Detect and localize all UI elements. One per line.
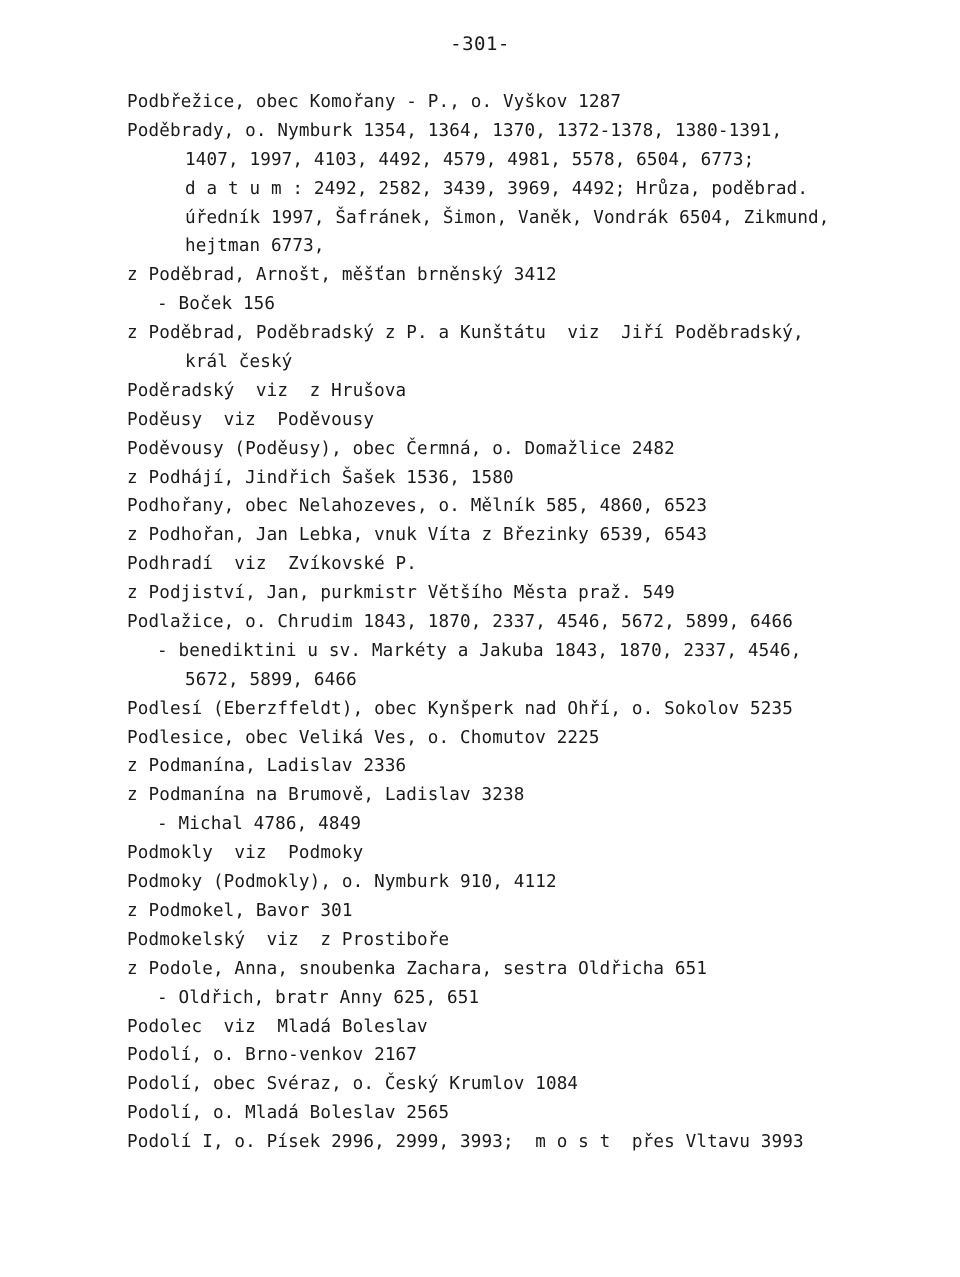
index-entry-continuation: 1407, 1997, 4103, 4492, 4579, 4981, 5578, 6504, 6773; — [185, 149, 755, 170]
page-number: -301- — [450, 33, 510, 55]
index-entry-continuation: - Oldřich, bratr Anny 625, 651 — [157, 987, 480, 1008]
index-entry: z Podmanína na Brumově, Ladislav 3238 — [127, 785, 525, 806]
index-entry: Podhořany, obec Nelahozeves, o. Mělník 585, 4860, 6523 — [127, 496, 708, 517]
index-entry: Podlažice, o. Chrudim 1843, 1870, 2337, 4546, 5672, 5899, 6466 — [127, 612, 794, 633]
index-entry: z Podhájí, Jindřich Šašek 1536, 1580 — [127, 467, 514, 488]
index-entry: Podhradí viz Zvíkovské P. — [127, 554, 418, 575]
index-entry: Poděradský viz z Hrušova — [127, 380, 407, 401]
index-entry: z Podmanína, Ladislav 2336 — [127, 756, 407, 777]
index-entry: Podmokly viz Podmoky — [127, 843, 364, 864]
index-entry-continuation: král český — [185, 352, 293, 373]
index-entry: Podolí, obec Svéraz, o. Český Krumlov 1084 — [127, 1074, 579, 1095]
index-entry: z Poděbrad, Poděbradský z P. a Kunštátu viz Jiří Poděbradský, — [127, 323, 804, 344]
index-entry: z Podjiství, Jan, purkmistr Většího Města praž. 549 — [127, 583, 675, 604]
index-entry-continuation: hejtman 6773, — [185, 236, 325, 257]
index-entry: Poděbrady, o. Nymburk 1354, 1364, 1370, 1372-1378, 1380-1391, — [127, 120, 783, 141]
index-entry: Podbřežice, obec Komořany - P., o. Vyškov 1287 — [127, 92, 622, 112]
index-entry: Podmokelský viz z Prostiboře — [127, 929, 450, 950]
index-entry: Podlesí (Eberzffeldt), obec Kynšperk nad Ohří, o. Sokolov 5235 — [127, 698, 794, 719]
index-entry-continuation: - Michal 4786, 4849 — [157, 814, 362, 835]
index-entry: Podolec viz Mladá Boleslav — [127, 1016, 428, 1037]
index-entry: Poděvousy (Poděusy), obec Čermná, o. Domažlice 2482 — [127, 438, 675, 459]
index-entry: Podlesice, obec Veliká Ves, o. Chomutov 2225 — [127, 727, 600, 748]
index-entry-continuation: - Boček 156 — [157, 294, 276, 315]
index-entry: z Podhořan, Jan Lebka, vnuk Víta z Březinky 6539, 6543 — [127, 525, 708, 546]
index-entry: z Podole, Anna, snoubenka Zachara, sestra Oldřicha 651 — [127, 958, 708, 979]
index-entry: Podmoky (Podmokly), o. Nymburk 910, 4112 — [127, 872, 557, 893]
index-entry: z Podmokel, Bavor 301 — [127, 900, 353, 921]
index-entry: Podolí, o. Brno-venkov 2167 — [127, 1045, 418, 1066]
index-entry-continuation: d a t u m : 2492, 2582, 3439, 3969, 4492; Hrůza, poděbrad. — [185, 178, 809, 199]
index-entry: Poděusy viz Poděvousy — [127, 409, 375, 430]
index-entry: Podolí I, o. Písek 2996, 2999, 3993; m o s t přes Vltavu 3993 — [127, 1132, 804, 1153]
index-entry-continuation: - benediktini u sv. Markéty a Jakuba 1843, 1870, 2337, 4546, — [157, 640, 802, 661]
index-entry-continuation: 5672, 5899, 6466 — [185, 669, 357, 690]
index-entry: z Poděbrad, Arnošt, měšťan brněnský 3412 — [127, 265, 557, 286]
index-entry: Podolí, o. Mladá Boleslav 2565 — [127, 1103, 450, 1124]
index-entries — [127, 88, 947, 1157]
index-entry-continuation: úředník 1997, Šafránek, Šimon, Vaněk, Vondrák 6504, Zikmund, — [185, 207, 830, 228]
